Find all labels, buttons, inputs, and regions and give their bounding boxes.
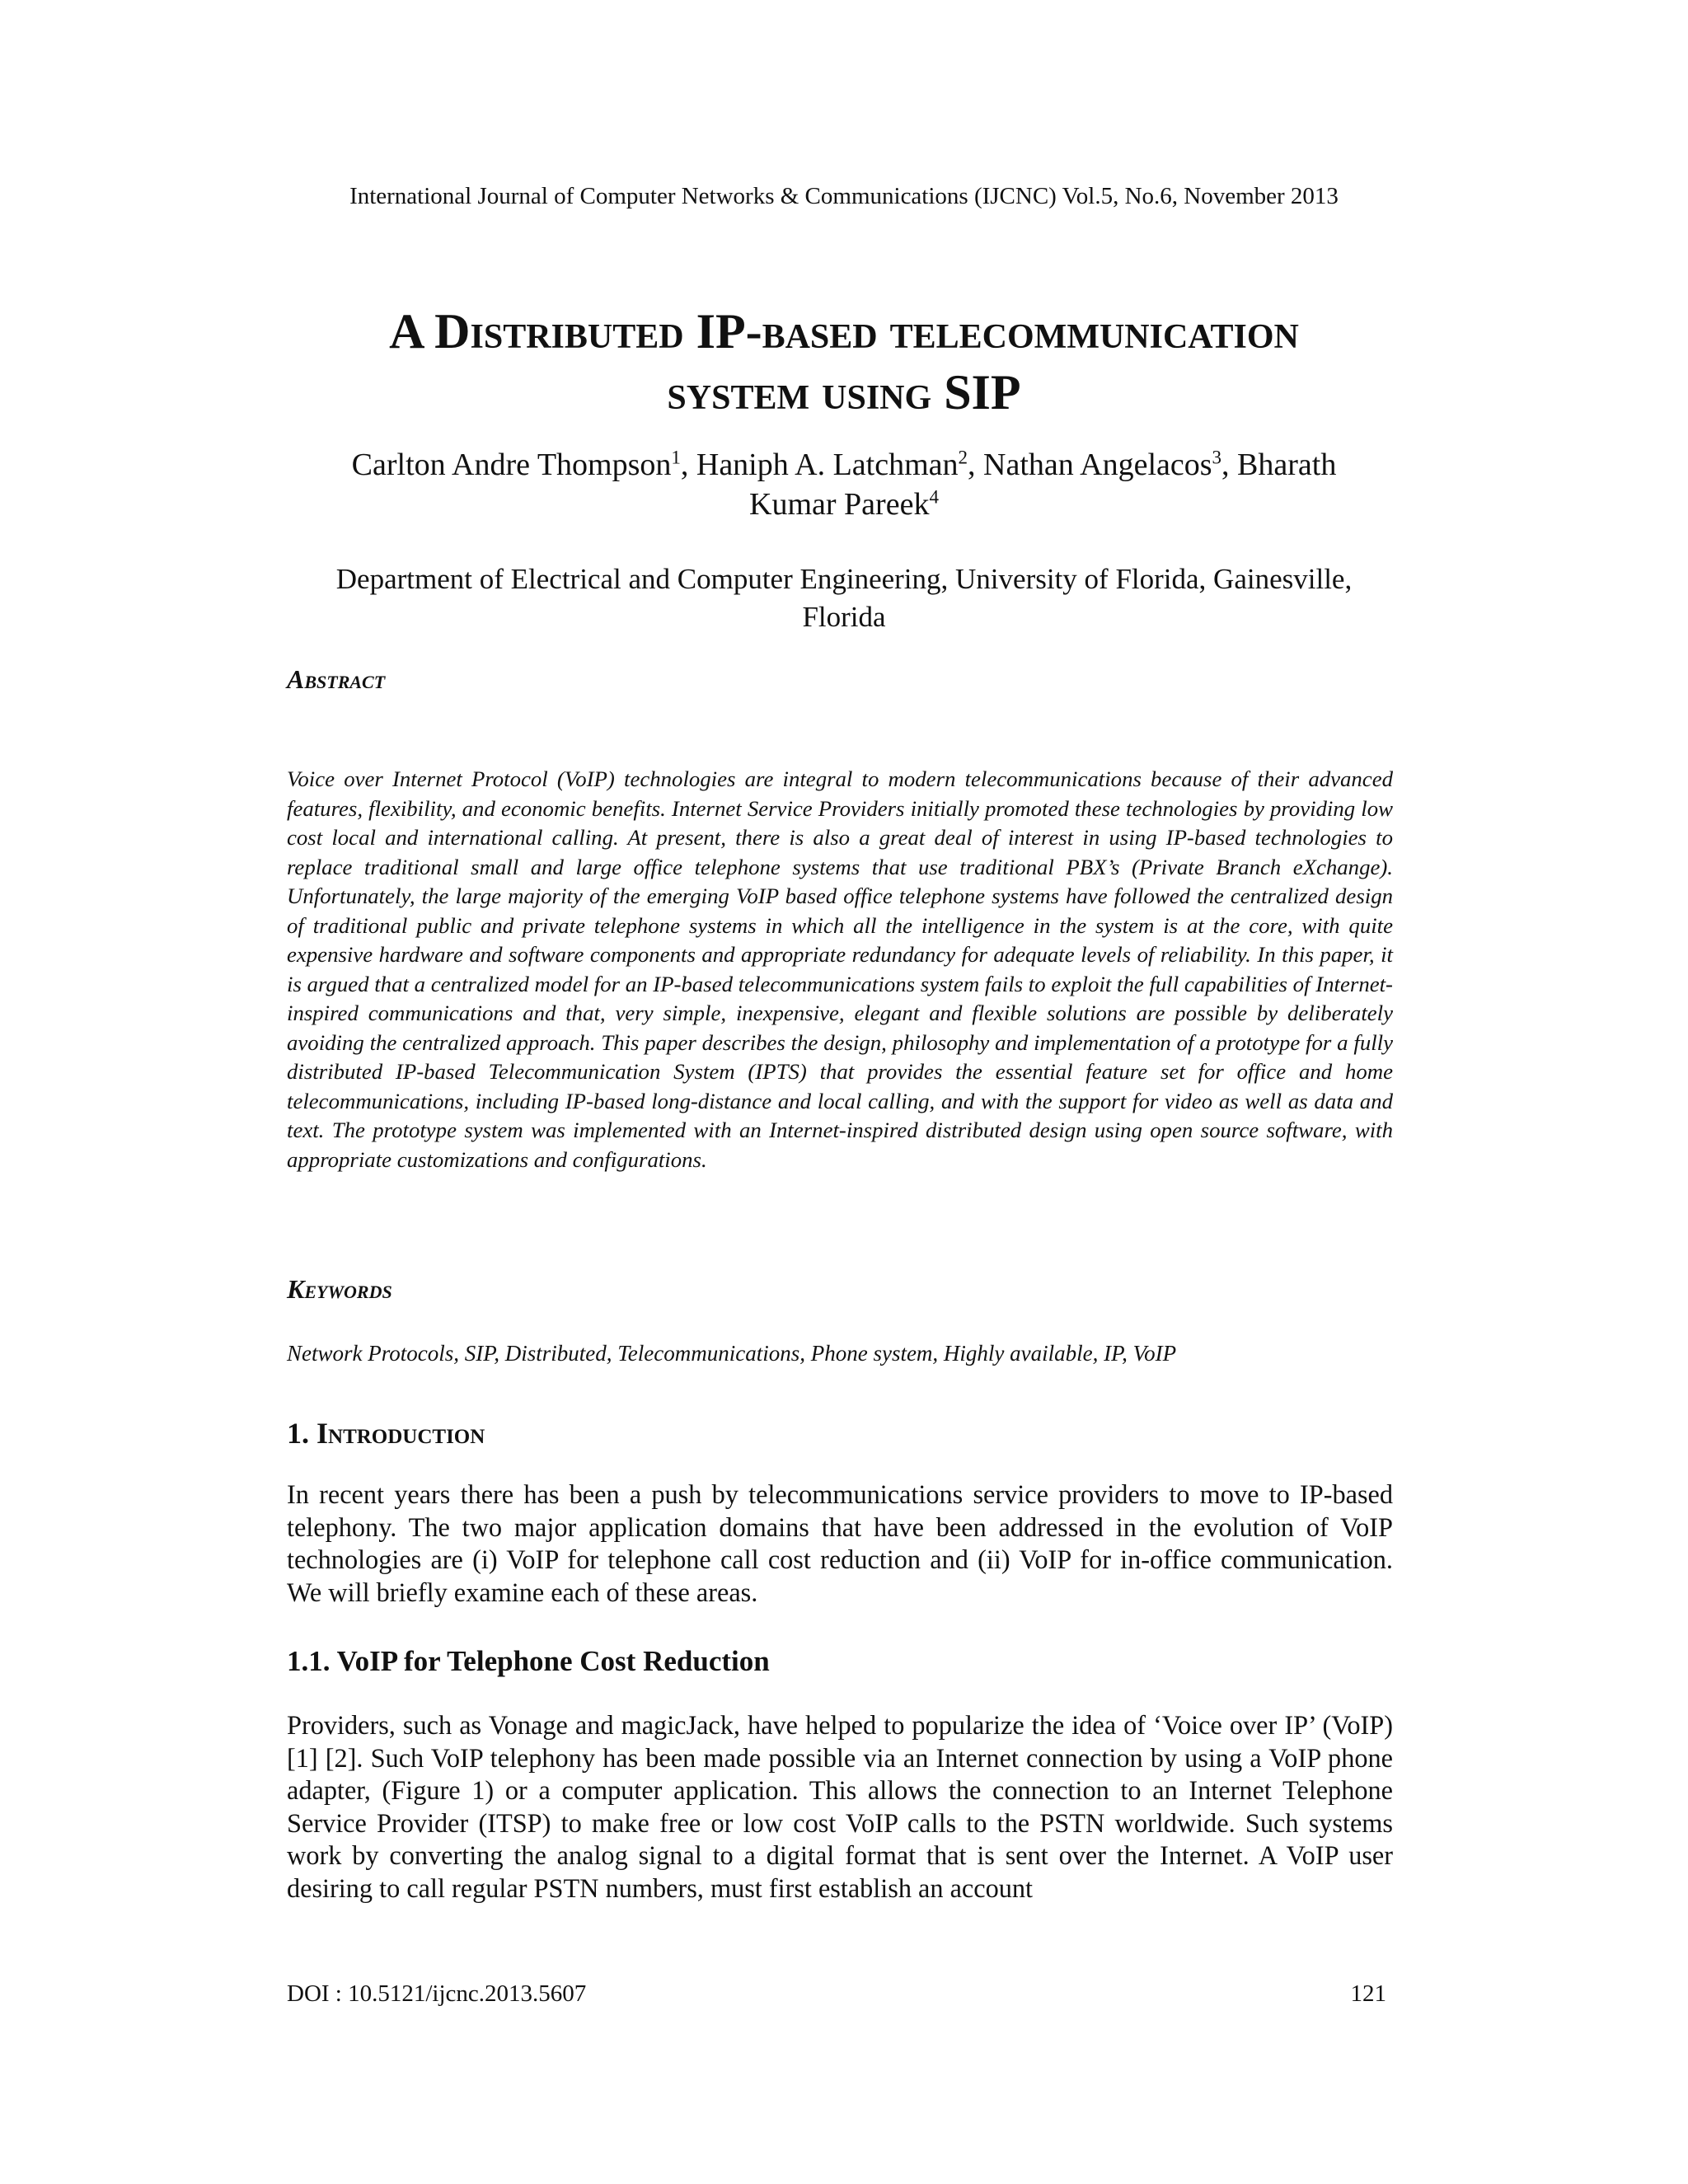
title-fragment: A xyxy=(389,304,435,359)
affiliation xyxy=(0,560,1688,636)
affiliation-line: Florida xyxy=(802,601,886,633)
title-line-2 xyxy=(0,362,1688,423)
title-fragment: system using xyxy=(667,365,945,419)
abstract-heading: Abstract xyxy=(287,664,386,694)
author-name: , Nathan Angelacos xyxy=(968,448,1212,482)
author-affiliation-mark: 2 xyxy=(958,447,968,468)
author-affiliation-mark: 3 xyxy=(1212,447,1222,468)
keywords-heading: Keywords xyxy=(287,1274,392,1304)
paper-title xyxy=(0,301,1688,423)
abstract-body: Voice over Internet Protocol (VoIP) technologies are integral to modern telecommunications because of their advanced features, flexibility, and economic benefits. Internet Service Providers initially promoted these technologies by providing low cost local and international calling. At present, there is also a great deal of interest in using IP-based technologies to replace traditional small and large office telephone systems that use traditional PBX’s (Private Branch eXchange). Unfortunately, the large majority of the emerging VoIP based office telephone systems have followed the centralized design of traditional public and private telephone systems in which all the intelligence in the system is at the core, with quite expensive hardware and software components and appropriate redundancy for adequate levels of reliability. In this paper, it is argued that a centralized model for an IP-based telecommunications system fails to exploit the full capabilities of Internet-inspired communications and that, very simple, inexpensive, elegant and flexible solutions are possible by deliberately avoiding the centralized approach. This paper describes the design, philosophy and implementation of a prototype for a fully distributed IP-based Telecommunication System (IPTS) that provides the essential feature set for office and home telecommunications, including IP-based long-distance and local calling, and with the support for video as well as data and text. The prototype system was implemented with an Internet-inspired distributed design using open source software, with appropriate customizations and configurations. xyxy=(287,766,1393,1172)
doi-link[interactable]: DOI : 10.5121/ijcnc.2013.5607 xyxy=(287,1980,587,2007)
keywords-body: Network Protocols, SIP, Distributed, Telecommunications, Phone system, Highly available, IP, VoIP xyxy=(287,1341,1177,1366)
author-list xyxy=(0,445,1688,524)
introduction-paragraph: In recent years there has been a push by telecommunications service providers to move to IP-based telephony. The two major application domains that have been addressed in the evolution of VoIP technologies are (i) VoIP for telephone call cost reduction and (ii) VoIP for in-office communication. We will briefly examine each of these areas. xyxy=(287,1479,1393,1607)
title-fragment: IP- xyxy=(683,304,762,359)
title-fragment: SIP xyxy=(944,365,1021,419)
author-affiliation-mark: 4 xyxy=(929,486,939,508)
subsection-paragraph: Providers, such as Vonage and magicJack, have helped to popularize the idea of ‘Voice over IP’ (VoIP) [1] [2]. Such VoIP telephony has been made possible via an Internet connection by using a VoIP phone adapter, (Figure 1) or a computer application. This allows the connection to an Internet Telephone Service Provider (ITSP) to make free or low cost VoIP calls to the PSTN worldwide. Such systems work by converting the analog signal to a digital format that is sent over the Internet. A VoIP user desiring to call regular PSTN numbers, must first establish an account xyxy=(287,1710,1393,1903)
title-fragment: Distributed xyxy=(434,304,684,359)
author-name: , Bharath xyxy=(1221,448,1337,482)
author-line-1 xyxy=(0,445,1688,485)
author-affiliation-mark: 1 xyxy=(671,447,681,468)
author-name: Carlton Andre Thompson xyxy=(351,448,672,482)
title-line-1 xyxy=(0,301,1688,362)
page-number: 121 xyxy=(1350,1980,1386,2007)
running-header: International Journal of Computer Networks & Communications (IJCNC) Vol.5, No.6, November 2013 xyxy=(349,183,1339,209)
affiliation-line: Department of Electrical and Computer Engineering, University of Florida, Gainesville, xyxy=(335,563,1353,595)
author-line-2 xyxy=(0,485,1688,524)
author-name: Kumar Pareek xyxy=(749,487,930,522)
section-heading-introduction: 1. Introduction xyxy=(287,1417,485,1450)
subsection-heading: 1.1. VoIP for Telephone Cost Reduction xyxy=(287,1645,770,1677)
author-name: , Haniph A. Latchman xyxy=(680,448,959,482)
title-fragment: based telecommunication xyxy=(762,304,1299,359)
